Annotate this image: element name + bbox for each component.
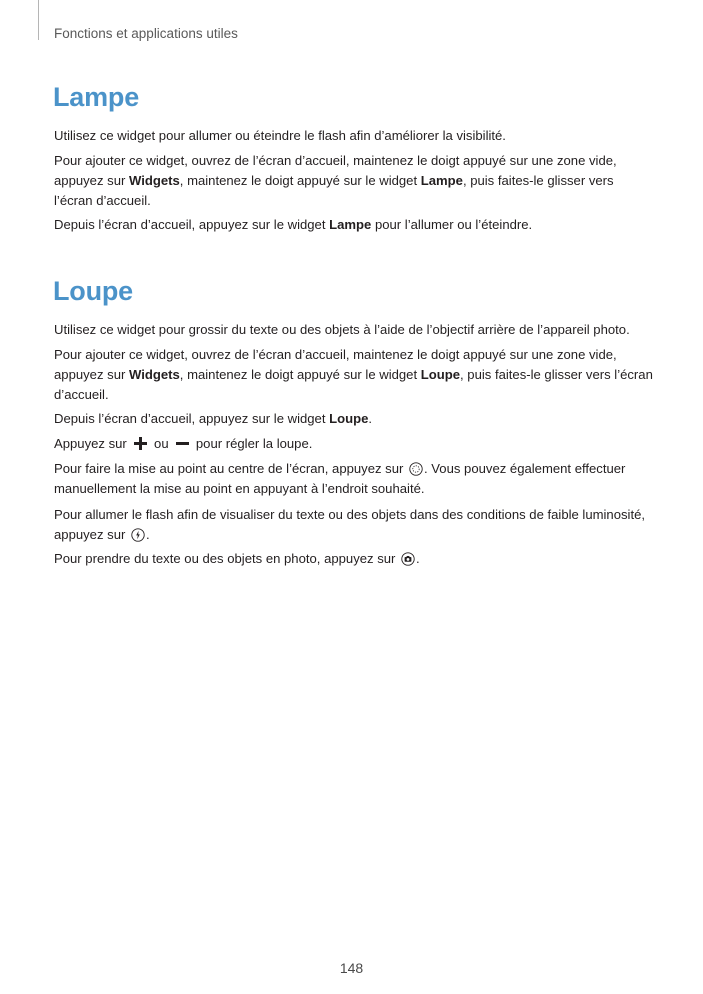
text-run: Pour ajouter ce widget, ouvrez de l’écran d’accueil, maintenez le doigt appuyé sur une zone vide, appuyez sur bbox=[54, 347, 617, 382]
text-run: Depuis l’écran d’accueil, appuyez sur le widget bbox=[54, 411, 330, 426]
text-run: Depuis l’écran d’accueil, appuyez sur le widget bbox=[54, 217, 330, 232]
minus-icon bbox=[176, 437, 189, 450]
text-run: pour l’allumer ou l’éteindre. bbox=[371, 217, 533, 232]
loupe-usage bbox=[54, 409, 654, 429]
loupe-photo-instructions bbox=[54, 549, 654, 569]
focus-icon bbox=[409, 462, 423, 476]
text-run: pour régler la loupe. bbox=[192, 436, 313, 451]
page-number: 148 bbox=[339, 960, 364, 976]
text-run: Pour prendre du texte ou des objets en photo, appuyez sur bbox=[54, 551, 400, 566]
header-rule bbox=[38, 0, 39, 40]
loupe-intro: Utilisez ce widget pour grossir du texte ou des objets à l’aide de l’objectif arrière de l’appareil photo. bbox=[54, 322, 630, 337]
loupe-add-instructions bbox=[54, 345, 654, 405]
text-run: , maintenez le doigt appuyé sur le widget bbox=[179, 367, 421, 382]
loupe-zoom-instructions bbox=[54, 434, 654, 454]
loupe-focus-instructions bbox=[54, 459, 654, 499]
loupe-term: Loupe bbox=[329, 411, 369, 426]
text-run: . bbox=[145, 527, 150, 542]
lampe-intro: Utilisez ce widget pour allumer ou éteindre le flash afin d’améliorer la visibilité. bbox=[54, 128, 506, 143]
widgets-term: Widgets bbox=[128, 367, 180, 382]
text-run: . Vous pouvez également effectuer manuellement la mise au point en appuyant à l’endroit souhaité. bbox=[54, 461, 626, 496]
camera-icon bbox=[401, 552, 415, 566]
plus-icon bbox=[134, 437, 147, 450]
lampe-usage bbox=[54, 215, 654, 235]
lampe-add-instructions bbox=[54, 151, 654, 211]
lampe-term: Lampe bbox=[420, 173, 463, 188]
text-run: , puis faites-le glisser vers l’écran d’accueil. bbox=[54, 367, 653, 402]
text-run: ou bbox=[150, 436, 173, 451]
text-run: , maintenez le doigt appuyé sur le widget bbox=[179, 173, 421, 188]
text-run: Pour ajouter ce widget, ouvrez de l’écran d’accueil, maintenez le doigt appuyé sur une zone vide, appuyez sur bbox=[54, 153, 617, 188]
text-run: Pour allumer le flash afin de visualiser du texte ou des objets dans des conditions de faible luminosité, appuyez sur bbox=[54, 507, 646, 542]
text-run: , puis faites-le glisser vers l’écran d’accueil. bbox=[54, 173, 614, 208]
widgets-term: Widgets bbox=[128, 173, 180, 188]
section-title-lampe: Lampe bbox=[53, 82, 140, 112]
flash-icon bbox=[131, 528, 145, 542]
text-run: . bbox=[416, 551, 420, 566]
loupe-flash-instructions bbox=[54, 505, 654, 545]
text-run: . bbox=[368, 411, 373, 426]
section-title-loupe: Loupe bbox=[53, 276, 133, 306]
running-header: Fonctions et applications utiles bbox=[54, 26, 238, 41]
text-run: Pour faire la mise au point au centre de l’écran, appuyez sur bbox=[54, 461, 408, 476]
text-run: Appuyez sur bbox=[54, 436, 131, 451]
loupe-term: Loupe bbox=[420, 367, 461, 382]
lampe-term: Lampe bbox=[329, 217, 372, 232]
